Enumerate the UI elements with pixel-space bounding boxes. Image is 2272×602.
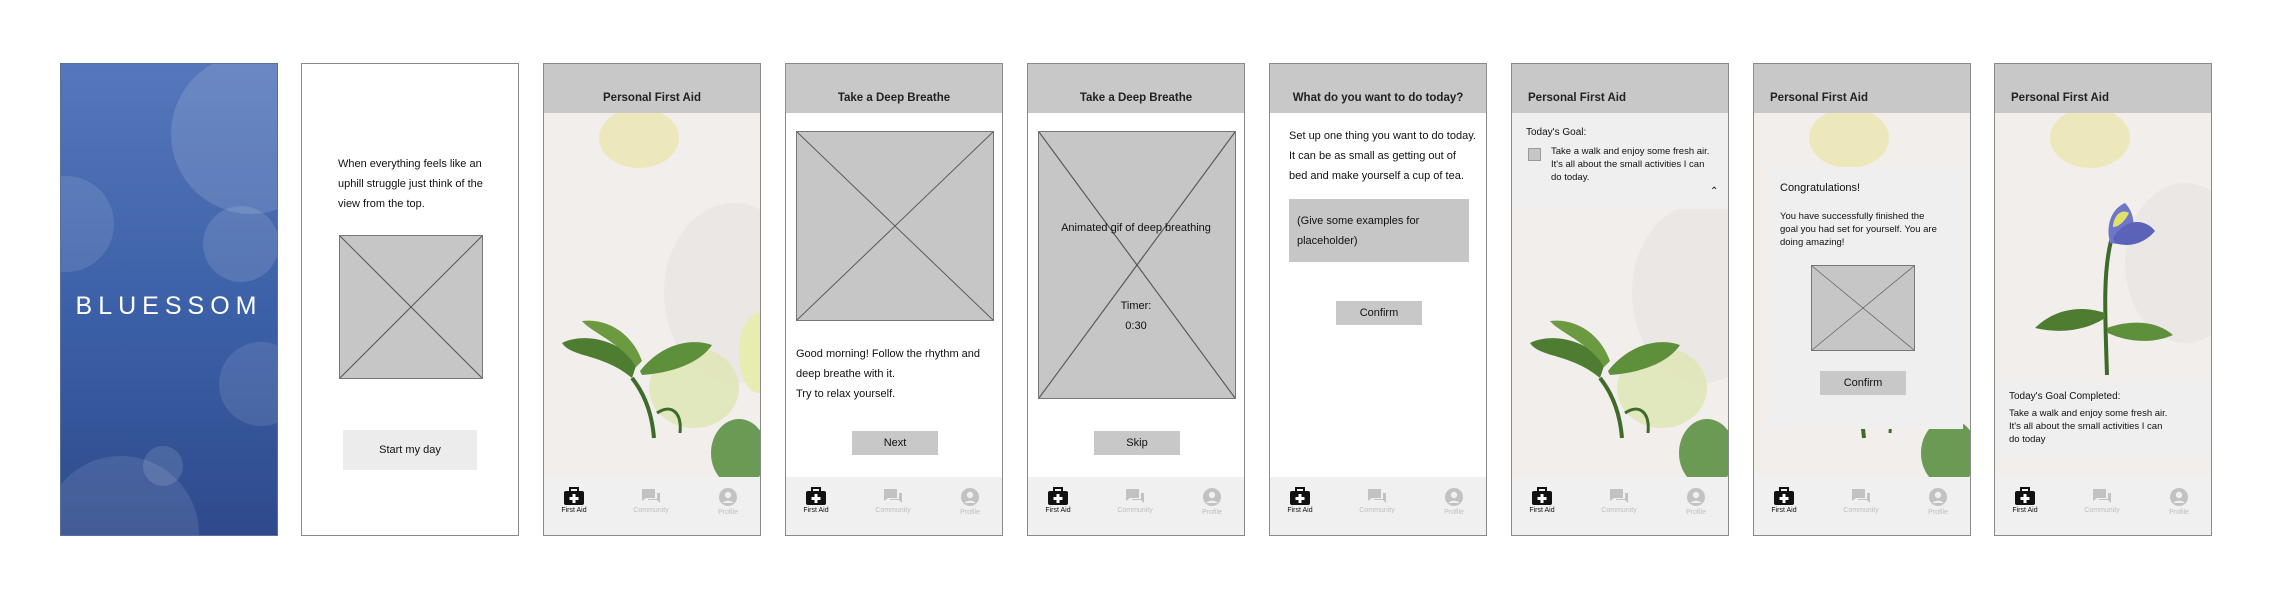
first-aid-kit-icon: [1289, 487, 1311, 505]
breathing-gif-placeholder: [1038, 131, 1236, 399]
chat-icon: [1124, 487, 1146, 505]
goal-input[interactable]: (Give some examples for placeholder): [1289, 199, 1469, 262]
tab-first-aid[interactable]: First Aid: [2000, 487, 2050, 514]
profile-icon: [1928, 487, 1948, 507]
quote-screen: [301, 63, 519, 536]
first-aid-home-screen: [543, 63, 761, 536]
first-aid-kit-icon: [1773, 487, 1795, 505]
tab-bar: [544, 477, 760, 535]
tab-profile[interactable]: Profile: [2154, 487, 2204, 516]
tab-bar: [1270, 477, 1486, 535]
goal-instruction-text: Set up one thing you want to do today. It can be as small as getting out of bed and make yourself a cup of tea.: [1289, 130, 1476, 182]
first-aid-kit-icon: [1047, 487, 1069, 505]
congratulations-screen: [1753, 63, 1971, 536]
profile-icon: [1686, 487, 1706, 507]
tab-bar: [1995, 477, 2211, 535]
header: Personal First Aid: [1754, 64, 1970, 113]
confirm-button[interactable]: Confirm: [1820, 371, 1906, 395]
app-logo: BLUESSOM: [75, 292, 263, 320]
chat-icon: [640, 487, 662, 505]
tab-first-aid[interactable]: First Aid: [1275, 487, 1325, 514]
tab-first-aid[interactable]: First Aid: [549, 487, 599, 514]
set-goal-screen: [1269, 63, 1487, 536]
tab-profile[interactable]: Profile: [1187, 487, 1237, 516]
chat-icon: [882, 487, 904, 505]
tab-community[interactable]: Community: [1110, 487, 1160, 514]
quote-text: When everything feels like an uphill struggle just think of the view from the top.: [338, 158, 483, 210]
tab-profile[interactable]: Profile: [945, 487, 995, 516]
completed-heading: Today's Goal Completed:: [2009, 391, 2121, 402]
header: Personal First Aid: [1512, 64, 1728, 113]
tab-profile[interactable]: Profile: [1913, 487, 1963, 516]
chat-icon: [2091, 487, 2113, 505]
image-placeholder: [339, 235, 483, 379]
deep-breath-intro-screen: [785, 63, 1003, 536]
tab-profile[interactable]: Profile: [1671, 487, 1721, 516]
goal-checkbox[interactable]: [1528, 148, 1541, 161]
tab-community[interactable]: Community: [626, 487, 676, 514]
breathing-timer-screen: [1027, 63, 1245, 536]
image-placeholder: [1811, 265, 1915, 351]
tab-community[interactable]: Community: [868, 487, 918, 514]
chat-icon: [1366, 487, 1388, 505]
tab-profile[interactable]: Profile: [703, 487, 753, 516]
tab-profile[interactable]: Profile: [1429, 487, 1479, 516]
header: What do you want to do today?: [1270, 64, 1486, 113]
header: Take a Deep Breathe: [1028, 64, 1244, 113]
tab-bar: [1754, 477, 1970, 535]
tab-first-aid[interactable]: First Aid: [1033, 487, 1083, 514]
profile-icon: [2169, 487, 2189, 507]
next-button[interactable]: Next: [852, 431, 938, 455]
header: Take a Deep Breathe: [786, 64, 1002, 113]
first-aid-kit-icon: [563, 487, 585, 505]
tab-community[interactable]: Community: [1352, 487, 1402, 514]
profile-icon: [1202, 487, 1222, 507]
header: Personal First Aid: [1995, 64, 2211, 113]
goal-set-screen: [1511, 63, 1729, 536]
timer-value: 0:30: [1125, 320, 1147, 332]
profile-icon: [960, 487, 980, 507]
tab-community[interactable]: Community: [1594, 487, 1644, 514]
dialog-title: Congratulations!: [1780, 182, 1861, 194]
instruction-text: Good morning! Follow the rhythm and deep breathe with it. Try to relax yourself.: [796, 348, 981, 400]
header: Personal First Aid: [544, 64, 760, 113]
chat-icon: [1608, 487, 1630, 505]
splash-screen: [60, 63, 278, 536]
skip-button[interactable]: Skip: [1094, 431, 1180, 455]
image-placeholder: [796, 131, 994, 321]
tab-community[interactable]: Community: [2077, 487, 2127, 514]
plant-illustration: [544, 113, 760, 479]
profile-icon: [1444, 487, 1464, 507]
tab-first-aid[interactable]: First Aid: [1759, 487, 1809, 514]
tab-first-aid[interactable]: First Aid: [791, 487, 841, 514]
first-aid-kit-icon: [1531, 487, 1553, 505]
first-aid-kit-icon: [2014, 487, 2036, 505]
tab-first-aid[interactable]: First Aid: [1517, 487, 1567, 514]
dialog-body: You have successfully finished the goal you had set for yourself. You are doing amazing!: [1780, 211, 1937, 248]
confirm-button[interactable]: Confirm: [1336, 301, 1422, 325]
chevron-up-icon[interactable]: ⌃: [1710, 186, 1719, 197]
gif-label: Animated gif of deep breathing: [1061, 222, 1211, 234]
timer-label: Timer:: [1120, 300, 1152, 312]
tab-community[interactable]: Community: [1836, 487, 1886, 514]
completed-text: Take a walk and enjoy some fresh air. It's all about the small activities I can do today: [2009, 408, 2168, 445]
goal-heading: Today's Goal:: [1526, 127, 1587, 138]
tab-bar: [1028, 477, 1244, 535]
chat-icon: [1850, 487, 1872, 505]
tab-bar: [1512, 477, 1728, 535]
goal-completed-screen: [1994, 63, 2212, 536]
tab-bar: [786, 477, 1002, 535]
first-aid-kit-icon: [805, 487, 827, 505]
start-my-day-button[interactable]: Start my day: [343, 430, 477, 470]
goal-text: Take a walk and enjoy some fresh air. It's all about the small activities I can do today.: [1551, 146, 1710, 183]
profile-icon: [718, 487, 738, 507]
